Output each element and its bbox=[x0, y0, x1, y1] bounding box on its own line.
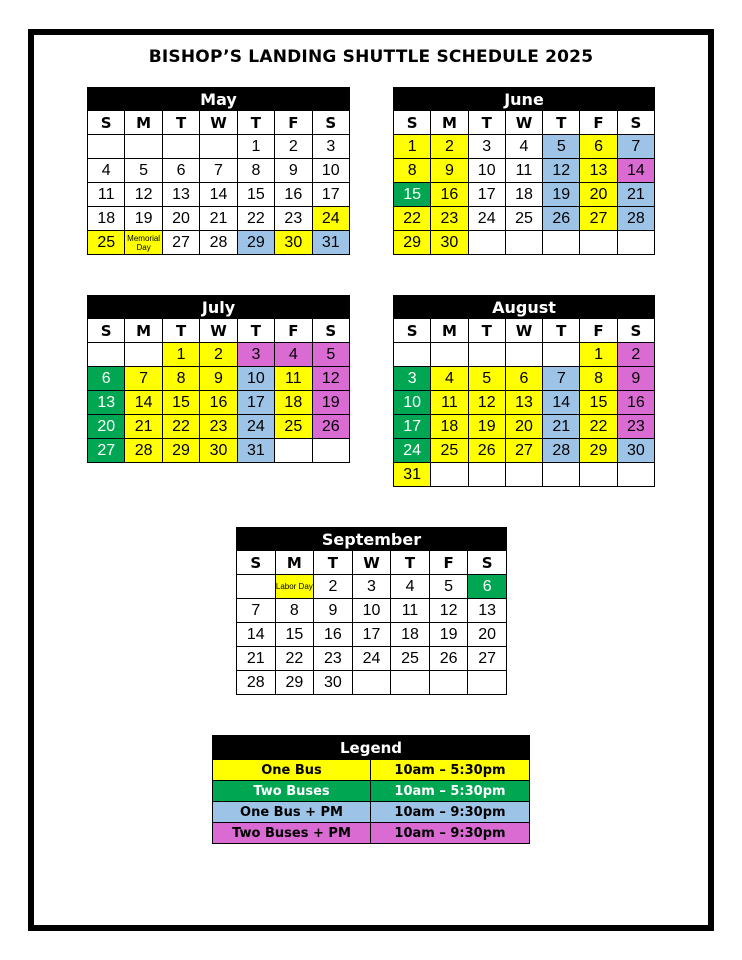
calendar-august bbox=[393, 295, 655, 487]
day-cell: 21 bbox=[237, 647, 276, 671]
legend-row bbox=[213, 760, 530, 781]
day-cell: 31 bbox=[237, 439, 274, 463]
day-cell: 14 bbox=[237, 623, 276, 647]
week-row bbox=[394, 463, 655, 487]
day-cell: 29 bbox=[275, 671, 314, 695]
day-cell: 11 bbox=[391, 599, 430, 623]
weekday-header: T bbox=[543, 319, 580, 343]
day-cell: 27 bbox=[505, 439, 542, 463]
day-cell: 8 bbox=[162, 367, 199, 391]
day-cell: 3 bbox=[352, 575, 391, 599]
week-row bbox=[394, 135, 655, 159]
empty-day-cell bbox=[391, 671, 430, 695]
legend-row bbox=[213, 781, 530, 802]
day-cell: 17 bbox=[352, 623, 391, 647]
day-cell: 7 bbox=[237, 599, 276, 623]
day-cell: 27 bbox=[580, 207, 617, 231]
day-cell: 14 bbox=[125, 391, 162, 415]
week-row bbox=[394, 391, 655, 415]
weekday-header: T bbox=[162, 319, 199, 343]
day-cell: 18 bbox=[505, 183, 542, 207]
week-row bbox=[88, 439, 350, 463]
week-row bbox=[394, 159, 655, 183]
day-cell: 3 bbox=[468, 135, 505, 159]
day-cell: 30 bbox=[431, 231, 468, 255]
day-cell: 30 bbox=[200, 439, 237, 463]
week-row bbox=[394, 415, 655, 439]
empty-day-cell bbox=[468, 231, 505, 255]
day-cell: 3 bbox=[312, 135, 349, 159]
empty-day-cell bbox=[468, 463, 505, 487]
day-cell: 30 bbox=[617, 439, 654, 463]
day-cell: 20 bbox=[580, 183, 617, 207]
day-cell: 1 bbox=[162, 343, 199, 367]
weekday-header: S bbox=[88, 111, 125, 135]
legend-hours: 10am – 5:30pm bbox=[371, 760, 530, 781]
day-cell: 12 bbox=[543, 159, 580, 183]
empty-day-cell bbox=[429, 671, 468, 695]
weekday-header: T bbox=[237, 111, 274, 135]
weekday-header: W bbox=[352, 551, 391, 575]
legend-hours: 10am – 9:30pm bbox=[371, 802, 530, 823]
weekday-header: M bbox=[431, 319, 468, 343]
day-cell: 1 bbox=[237, 135, 274, 159]
week-row bbox=[237, 647, 507, 671]
day-cell: 30 bbox=[314, 671, 353, 695]
day-cell: 15 bbox=[237, 183, 274, 207]
day-cell: 31 bbox=[394, 463, 431, 487]
day-cell: 6 bbox=[505, 367, 542, 391]
day-cell: 17 bbox=[312, 183, 349, 207]
day-cell: 24 bbox=[312, 207, 349, 231]
day-cell: 4 bbox=[391, 575, 430, 599]
week-row bbox=[394, 439, 655, 463]
legend-hours: 10am – 5:30pm bbox=[371, 781, 530, 802]
empty-day-cell bbox=[200, 135, 237, 159]
day-cell: 10 bbox=[237, 367, 274, 391]
day-cell: 24 bbox=[468, 207, 505, 231]
day-cell: 2 bbox=[200, 343, 237, 367]
empty-day-cell bbox=[505, 231, 542, 255]
empty-day-cell bbox=[312, 439, 349, 463]
weekday-header: S bbox=[88, 319, 125, 343]
day-cell: 22 bbox=[237, 207, 274, 231]
weekday-header: T bbox=[162, 111, 199, 135]
holiday-cell: Memorial Day bbox=[125, 231, 162, 255]
day-cell: 4 bbox=[505, 135, 542, 159]
week-row bbox=[237, 599, 507, 623]
weekday-header: S bbox=[237, 551, 276, 575]
day-cell: 9 bbox=[617, 367, 654, 391]
empty-day-cell bbox=[125, 343, 162, 367]
day-cell: 19 bbox=[125, 207, 162, 231]
day-cell: 6 bbox=[162, 159, 199, 183]
weekday-header: T bbox=[468, 111, 505, 135]
empty-day-cell bbox=[352, 671, 391, 695]
weekday-header: S bbox=[617, 111, 654, 135]
day-cell: 1 bbox=[394, 135, 431, 159]
day-cell: 28 bbox=[200, 231, 237, 255]
month-title-june: June bbox=[394, 88, 655, 111]
day-cell: 2 bbox=[314, 575, 353, 599]
week-row bbox=[394, 183, 655, 207]
legend-label: One Bus bbox=[213, 760, 371, 781]
day-cell: 3 bbox=[394, 367, 431, 391]
day-cell: 21 bbox=[200, 207, 237, 231]
day-cell: 26 bbox=[429, 647, 468, 671]
legend-table bbox=[212, 735, 530, 844]
weekday-header: T bbox=[314, 551, 353, 575]
day-cell: 6 bbox=[88, 367, 125, 391]
day-cell: 4 bbox=[275, 343, 312, 367]
calendar-july bbox=[87, 295, 350, 463]
empty-day-cell bbox=[580, 231, 617, 255]
weekday-header: F bbox=[275, 319, 312, 343]
day-cell: 28 bbox=[617, 207, 654, 231]
empty-day-cell bbox=[505, 463, 542, 487]
day-cell: 10 bbox=[394, 391, 431, 415]
day-cell: 8 bbox=[237, 159, 274, 183]
day-cell: 25 bbox=[505, 207, 542, 231]
week-row bbox=[394, 343, 655, 367]
day-cell: 21 bbox=[543, 415, 580, 439]
legend-row bbox=[213, 823, 530, 844]
day-cell: 5 bbox=[468, 367, 505, 391]
legend-title: Legend bbox=[213, 736, 530, 760]
week-row bbox=[88, 207, 350, 231]
weekday-header: T bbox=[468, 319, 505, 343]
day-cell: 5 bbox=[543, 135, 580, 159]
day-cell: 10 bbox=[352, 599, 391, 623]
day-cell: 18 bbox=[431, 415, 468, 439]
week-row bbox=[88, 343, 350, 367]
day-cell: 26 bbox=[312, 415, 349, 439]
day-cell: 19 bbox=[468, 415, 505, 439]
day-cell: 8 bbox=[394, 159, 431, 183]
day-cell: 28 bbox=[125, 439, 162, 463]
weekday-header: S bbox=[394, 319, 431, 343]
day-cell: 19 bbox=[429, 623, 468, 647]
day-cell: 12 bbox=[125, 183, 162, 207]
day-cell: 26 bbox=[543, 207, 580, 231]
week-row bbox=[88, 415, 350, 439]
legend-row bbox=[213, 802, 530, 823]
day-cell: 21 bbox=[125, 415, 162, 439]
day-cell: 14 bbox=[617, 159, 654, 183]
day-cell: 14 bbox=[543, 391, 580, 415]
day-cell: 31 bbox=[312, 231, 349, 255]
month-title-may: May bbox=[88, 88, 350, 111]
day-cell: 6 bbox=[580, 135, 617, 159]
day-cell: 12 bbox=[312, 367, 349, 391]
day-cell: 10 bbox=[468, 159, 505, 183]
day-cell: 19 bbox=[312, 391, 349, 415]
weekday-header: W bbox=[200, 111, 237, 135]
day-cell: 19 bbox=[543, 183, 580, 207]
day-cell: 7 bbox=[125, 367, 162, 391]
empty-day-cell bbox=[617, 231, 654, 255]
weekday-header: F bbox=[275, 111, 312, 135]
day-cell: 6 bbox=[468, 575, 507, 599]
day-cell: 11 bbox=[431, 391, 468, 415]
day-cell: 21 bbox=[617, 183, 654, 207]
week-row bbox=[88, 183, 350, 207]
day-cell: 23 bbox=[275, 207, 312, 231]
day-cell: 22 bbox=[394, 207, 431, 231]
day-cell: 2 bbox=[617, 343, 654, 367]
month-title-july: July bbox=[88, 296, 350, 319]
day-cell: 23 bbox=[431, 207, 468, 231]
calendar-may bbox=[87, 87, 350, 255]
day-cell: 12 bbox=[468, 391, 505, 415]
week-row bbox=[394, 367, 655, 391]
day-cell: 2 bbox=[275, 135, 312, 159]
week-row bbox=[237, 671, 507, 695]
empty-day-cell bbox=[543, 231, 580, 255]
day-cell: 18 bbox=[88, 207, 125, 231]
day-cell: 22 bbox=[580, 415, 617, 439]
day-cell: 29 bbox=[394, 231, 431, 255]
day-cell: 15 bbox=[162, 391, 199, 415]
day-cell: 27 bbox=[468, 647, 507, 671]
weekday-header: W bbox=[505, 319, 542, 343]
page-title: BISHOP’S LANDING SHUTTLE SCHEDULE 2025 bbox=[148, 47, 594, 67]
day-cell: 9 bbox=[314, 599, 353, 623]
day-cell: 7 bbox=[617, 135, 654, 159]
day-cell: 20 bbox=[505, 415, 542, 439]
day-cell: 13 bbox=[580, 159, 617, 183]
day-cell: 22 bbox=[162, 415, 199, 439]
day-cell: 22 bbox=[275, 647, 314, 671]
week-row bbox=[88, 135, 350, 159]
empty-day-cell bbox=[431, 343, 468, 367]
legend-label: Two Buses + PM bbox=[213, 823, 371, 844]
day-cell: 25 bbox=[275, 415, 312, 439]
day-cell: 1 bbox=[580, 343, 617, 367]
day-cell: 23 bbox=[617, 415, 654, 439]
day-cell: 11 bbox=[505, 159, 542, 183]
day-cell: 29 bbox=[162, 439, 199, 463]
weekday-header: F bbox=[580, 319, 617, 343]
day-cell: 7 bbox=[200, 159, 237, 183]
day-cell: 18 bbox=[275, 391, 312, 415]
day-cell: 29 bbox=[580, 439, 617, 463]
weekday-header: S bbox=[312, 319, 349, 343]
day-cell: 7 bbox=[543, 367, 580, 391]
month-title-august: August bbox=[394, 296, 655, 319]
weekday-header: M bbox=[125, 319, 162, 343]
day-cell: 23 bbox=[314, 647, 353, 671]
weekday-header: M bbox=[275, 551, 314, 575]
empty-day-cell bbox=[617, 463, 654, 487]
day-cell: 26 bbox=[468, 439, 505, 463]
legend-label: One Bus + PM bbox=[213, 802, 371, 823]
day-cell: 16 bbox=[314, 623, 353, 647]
day-cell: 5 bbox=[125, 159, 162, 183]
weekday-header: F bbox=[580, 111, 617, 135]
calendar-september bbox=[236, 527, 507, 695]
day-cell: 5 bbox=[312, 343, 349, 367]
month-title-september: September bbox=[237, 528, 507, 551]
day-cell: 14 bbox=[200, 183, 237, 207]
week-row bbox=[88, 231, 350, 255]
weekday-header: T bbox=[391, 551, 430, 575]
day-cell: 24 bbox=[237, 415, 274, 439]
day-cell: 17 bbox=[468, 183, 505, 207]
day-cell: 24 bbox=[352, 647, 391, 671]
day-cell: 13 bbox=[505, 391, 542, 415]
day-cell: 4 bbox=[431, 367, 468, 391]
day-cell: 11 bbox=[275, 367, 312, 391]
legend-label: Two Buses bbox=[213, 781, 371, 802]
day-cell: 4 bbox=[88, 159, 125, 183]
empty-day-cell bbox=[125, 135, 162, 159]
day-cell: 3 bbox=[237, 343, 274, 367]
day-cell: 12 bbox=[429, 599, 468, 623]
day-cell: 10 bbox=[312, 159, 349, 183]
day-cell: 29 bbox=[237, 231, 274, 255]
day-cell: 9 bbox=[200, 367, 237, 391]
day-cell: 15 bbox=[275, 623, 314, 647]
calendar-june bbox=[393, 87, 655, 255]
week-row bbox=[394, 231, 655, 255]
day-cell: 5 bbox=[429, 575, 468, 599]
week-row bbox=[394, 207, 655, 231]
weekday-header: M bbox=[125, 111, 162, 135]
day-cell: 25 bbox=[431, 439, 468, 463]
week-row bbox=[88, 391, 350, 415]
weekday-header: F bbox=[429, 551, 468, 575]
day-cell: 28 bbox=[543, 439, 580, 463]
week-row bbox=[237, 623, 507, 647]
day-cell: 27 bbox=[162, 231, 199, 255]
day-cell: 20 bbox=[162, 207, 199, 231]
day-cell: 16 bbox=[200, 391, 237, 415]
empty-day-cell bbox=[275, 439, 312, 463]
empty-day-cell bbox=[580, 463, 617, 487]
day-cell: 8 bbox=[275, 599, 314, 623]
day-cell: 20 bbox=[468, 623, 507, 647]
weekday-header: T bbox=[543, 111, 580, 135]
legend-hours: 10am – 9:30pm bbox=[371, 823, 530, 844]
day-cell: 13 bbox=[88, 391, 125, 415]
day-cell: 17 bbox=[237, 391, 274, 415]
empty-day-cell bbox=[394, 343, 431, 367]
empty-day-cell bbox=[543, 343, 580, 367]
day-cell: 17 bbox=[394, 415, 431, 439]
empty-day-cell bbox=[88, 135, 125, 159]
day-cell: 2 bbox=[431, 135, 468, 159]
day-cell: 13 bbox=[468, 599, 507, 623]
day-cell: 20 bbox=[88, 415, 125, 439]
day-cell: 8 bbox=[580, 367, 617, 391]
weekday-header: S bbox=[468, 551, 507, 575]
day-cell: 18 bbox=[391, 623, 430, 647]
day-cell: 11 bbox=[88, 183, 125, 207]
day-cell: 9 bbox=[275, 159, 312, 183]
day-cell: 30 bbox=[275, 231, 312, 255]
day-cell: 24 bbox=[394, 439, 431, 463]
day-cell: 23 bbox=[200, 415, 237, 439]
week-row bbox=[88, 159, 350, 183]
day-cell: 15 bbox=[580, 391, 617, 415]
day-cell: 25 bbox=[88, 231, 125, 255]
day-cell: 28 bbox=[237, 671, 276, 695]
weekday-header: T bbox=[237, 319, 274, 343]
empty-day-cell bbox=[468, 343, 505, 367]
empty-day-cell bbox=[162, 135, 199, 159]
day-cell: 9 bbox=[431, 159, 468, 183]
day-cell: 13 bbox=[162, 183, 199, 207]
week-row bbox=[88, 367, 350, 391]
weekday-header: S bbox=[312, 111, 349, 135]
weekday-header: S bbox=[394, 111, 431, 135]
week-row bbox=[237, 575, 507, 599]
weekday-header: S bbox=[617, 319, 654, 343]
day-cell: 16 bbox=[617, 391, 654, 415]
empty-day-cell bbox=[237, 575, 276, 599]
day-cell: 16 bbox=[275, 183, 312, 207]
day-cell: 25 bbox=[391, 647, 430, 671]
weekday-header: W bbox=[505, 111, 542, 135]
day-cell: 15 bbox=[394, 183, 431, 207]
empty-day-cell bbox=[543, 463, 580, 487]
day-cell: 16 bbox=[431, 183, 468, 207]
day-cell: 27 bbox=[88, 439, 125, 463]
empty-day-cell bbox=[505, 343, 542, 367]
weekday-header: W bbox=[200, 319, 237, 343]
empty-day-cell bbox=[88, 343, 125, 367]
weekday-header: M bbox=[431, 111, 468, 135]
empty-day-cell bbox=[468, 671, 507, 695]
empty-day-cell bbox=[431, 463, 468, 487]
holiday-cell: Labor Day bbox=[275, 575, 314, 599]
